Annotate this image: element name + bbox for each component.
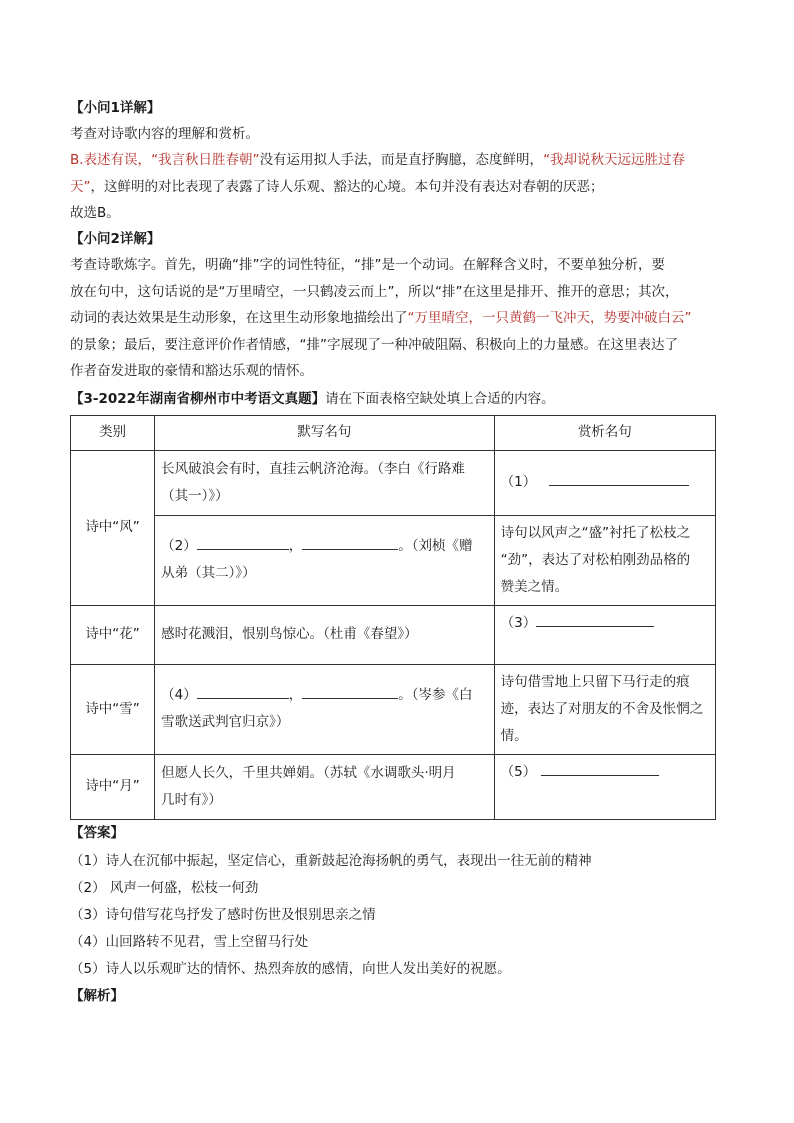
poem-line: 雪歌送武判官归京》） bbox=[161, 714, 290, 730]
appreciation-line: 迹，表达了对朋友的不舍及怅惘之 bbox=[500, 700, 704, 717]
answer-blank-1[interactable] bbox=[549, 471, 689, 486]
table-row bbox=[71, 515, 716, 605]
poem-line: 但愿人长久，千里共婵娟。（苏轼《水调歌头·明月 bbox=[161, 764, 456, 781]
appreciation-line: “劲”，表达了对松柏刚劲品格的 bbox=[500, 551, 691, 568]
q3-source: 【3-2022年湖南省柳州市中考语文真题】 bbox=[70, 390, 326, 407]
blank-label-3: （3） bbox=[500, 614, 537, 631]
q2-heading: 【小问2详解】 bbox=[70, 231, 161, 247]
answer-blank-2b[interactable] bbox=[302, 535, 398, 550]
answer-heading: 【答案】 bbox=[70, 824, 124, 841]
q1-conclusion: 故选B。 bbox=[70, 205, 120, 221]
q2-line-3 bbox=[70, 305, 722, 332]
q2-line-3-text: 动词的表达效果是生动形象，在这里生动形象地描绘出了 bbox=[70, 310, 408, 326]
poem-cell bbox=[155, 450, 495, 515]
q2-line-5: 作者奋发进取的豪情和豁达乐观的情怀。 bbox=[70, 363, 313, 379]
answer-blank-2a[interactable] bbox=[197, 535, 289, 550]
table-row bbox=[71, 754, 716, 819]
blank-label-5: （5） bbox=[500, 763, 537, 780]
q1-quote-b1: “我却说秋天远远胜过春 bbox=[543, 152, 686, 168]
appreciation-cell bbox=[494, 515, 715, 605]
table-row bbox=[71, 450, 716, 515]
header-poem: 默写名句 bbox=[155, 415, 495, 450]
answer-item: （2） 风声一何盛，松枝一何劲 bbox=[70, 879, 259, 896]
appreciation-cell bbox=[494, 450, 715, 515]
poem-cell bbox=[155, 664, 495, 754]
poem-cell: 感时花溅泪，恨别鸟惊心。（杜甫《春望》） bbox=[155, 605, 495, 664]
q1-text-b: 没有运用拟人手法，而是直抒胸臆，态度鲜明， bbox=[259, 152, 544, 168]
poem-table bbox=[70, 415, 716, 820]
answer-blank-5[interactable] bbox=[541, 761, 659, 776]
document-page bbox=[70, 95, 722, 1009]
poem-line: 长风破浪会有时，直挂云帆济沧海。（李白《行路难 bbox=[161, 460, 465, 477]
answer-blank-4a[interactable] bbox=[197, 684, 289, 699]
analysis-heading: 【解析】 bbox=[70, 987, 124, 1004]
answer-blank-4b[interactable] bbox=[302, 684, 398, 699]
table-header-row bbox=[71, 415, 716, 450]
poem-line: 从弟（其二）》） bbox=[161, 565, 256, 581]
q1-text-c: ，这鲜明的对比表现了表露了诗人乐观、豁达的心境。本句并没有表达对春朝的厌恶； bbox=[90, 178, 604, 195]
appreciation-line: 诗句以风声之“盛”衬托了松枝之 bbox=[500, 524, 691, 541]
category-snow: 诗中“雪” bbox=[71, 664, 155, 754]
q1-quote-b2: 天” bbox=[70, 178, 91, 195]
appreciation-line: 诗句借雪地上只留下马行走的痕 bbox=[500, 673, 690, 690]
appreciation-line: 情。 bbox=[500, 727, 528, 744]
poem-line: 几时有》） bbox=[161, 791, 222, 808]
poem-separator: ， bbox=[288, 687, 303, 703]
poem-separator: ， bbox=[288, 538, 303, 554]
q2-line-4: 的景象；最后，要注意评价作者情感，“排”字展现了一种冲破阻隔、积极向上的力量感。在这里表达了 bbox=[70, 336, 678, 353]
q1-heading: 【小问1详解】 bbox=[70, 100, 161, 116]
answer-item: （4）山回路转不见君，雪上空留马行处 bbox=[70, 933, 309, 950]
q1-option-b: B.表述有误， bbox=[70, 152, 152, 168]
q1-quote-a: “我言秋日胜春朝” bbox=[151, 152, 260, 168]
appreciation-cell bbox=[494, 754, 715, 819]
appreciation-line: 赞美之情。 bbox=[500, 578, 569, 595]
blank-label-2: （2） bbox=[161, 538, 197, 554]
appreciation-cell bbox=[494, 664, 715, 754]
table-row bbox=[71, 605, 716, 664]
answer-item: （3）诗句借写花鸟抒发了感时伤世及恨别思亲之情 bbox=[70, 906, 376, 923]
poem-cell bbox=[155, 515, 495, 605]
q2-line-2: 放在句中，这句话说的是“万里晴空，一只鹤凌云而上”，所以“排”在这里是排开、推开的意思；其次， bbox=[70, 283, 679, 300]
answer-item: （5）诗人以乐观旷达的情怀、热烈奔放的感情，向世人发出美好的祝愿。 bbox=[70, 960, 511, 977]
q1-explanation bbox=[70, 147, 722, 200]
q2-line-1: 考查诗歌炼字。首先，明确“排”字的词性特征，“排”是一个动词。在解释含义时，不要单独分析，要 bbox=[70, 257, 665, 273]
answer-blank-3[interactable] bbox=[536, 612, 654, 627]
q1-intro: 考查对诗歌内容的理解和赏析。 bbox=[70, 126, 259, 142]
appreciation-cell bbox=[494, 605, 715, 664]
blank-label-4: （4） bbox=[161, 687, 197, 703]
answer-list bbox=[70, 848, 722, 983]
poem-line: （其一）》） bbox=[161, 487, 229, 504]
category-wind: 诗中“风” bbox=[71, 450, 155, 605]
blank-label-1: （1） bbox=[500, 474, 537, 490]
header-category: 类别 bbox=[71, 415, 155, 450]
q3-question bbox=[70, 385, 722, 413]
table-row bbox=[71, 664, 716, 754]
answer-item: （1）诗人在沉郁中振起，坚定信心，重新鼓起沧海扬帆的勇气，表现出一往无前的精神 bbox=[70, 852, 592, 869]
poem-cell bbox=[155, 754, 495, 819]
category-flower: 诗中“花” bbox=[71, 605, 155, 664]
category-moon: 诗中“月” bbox=[71, 754, 155, 819]
poem-author: 。（刘桢《赠 bbox=[398, 538, 473, 554]
q2-line-3-quote: “万里晴空，一只黄鹤一飞冲天，势要冲破白云” bbox=[407, 310, 692, 326]
header-appreciation: 赏析名句 bbox=[494, 415, 715, 450]
poem-author: 。（岑参《白 bbox=[398, 687, 473, 703]
q3-prompt: 请在下面表格空缺处填上合适的内容。 bbox=[325, 390, 555, 407]
